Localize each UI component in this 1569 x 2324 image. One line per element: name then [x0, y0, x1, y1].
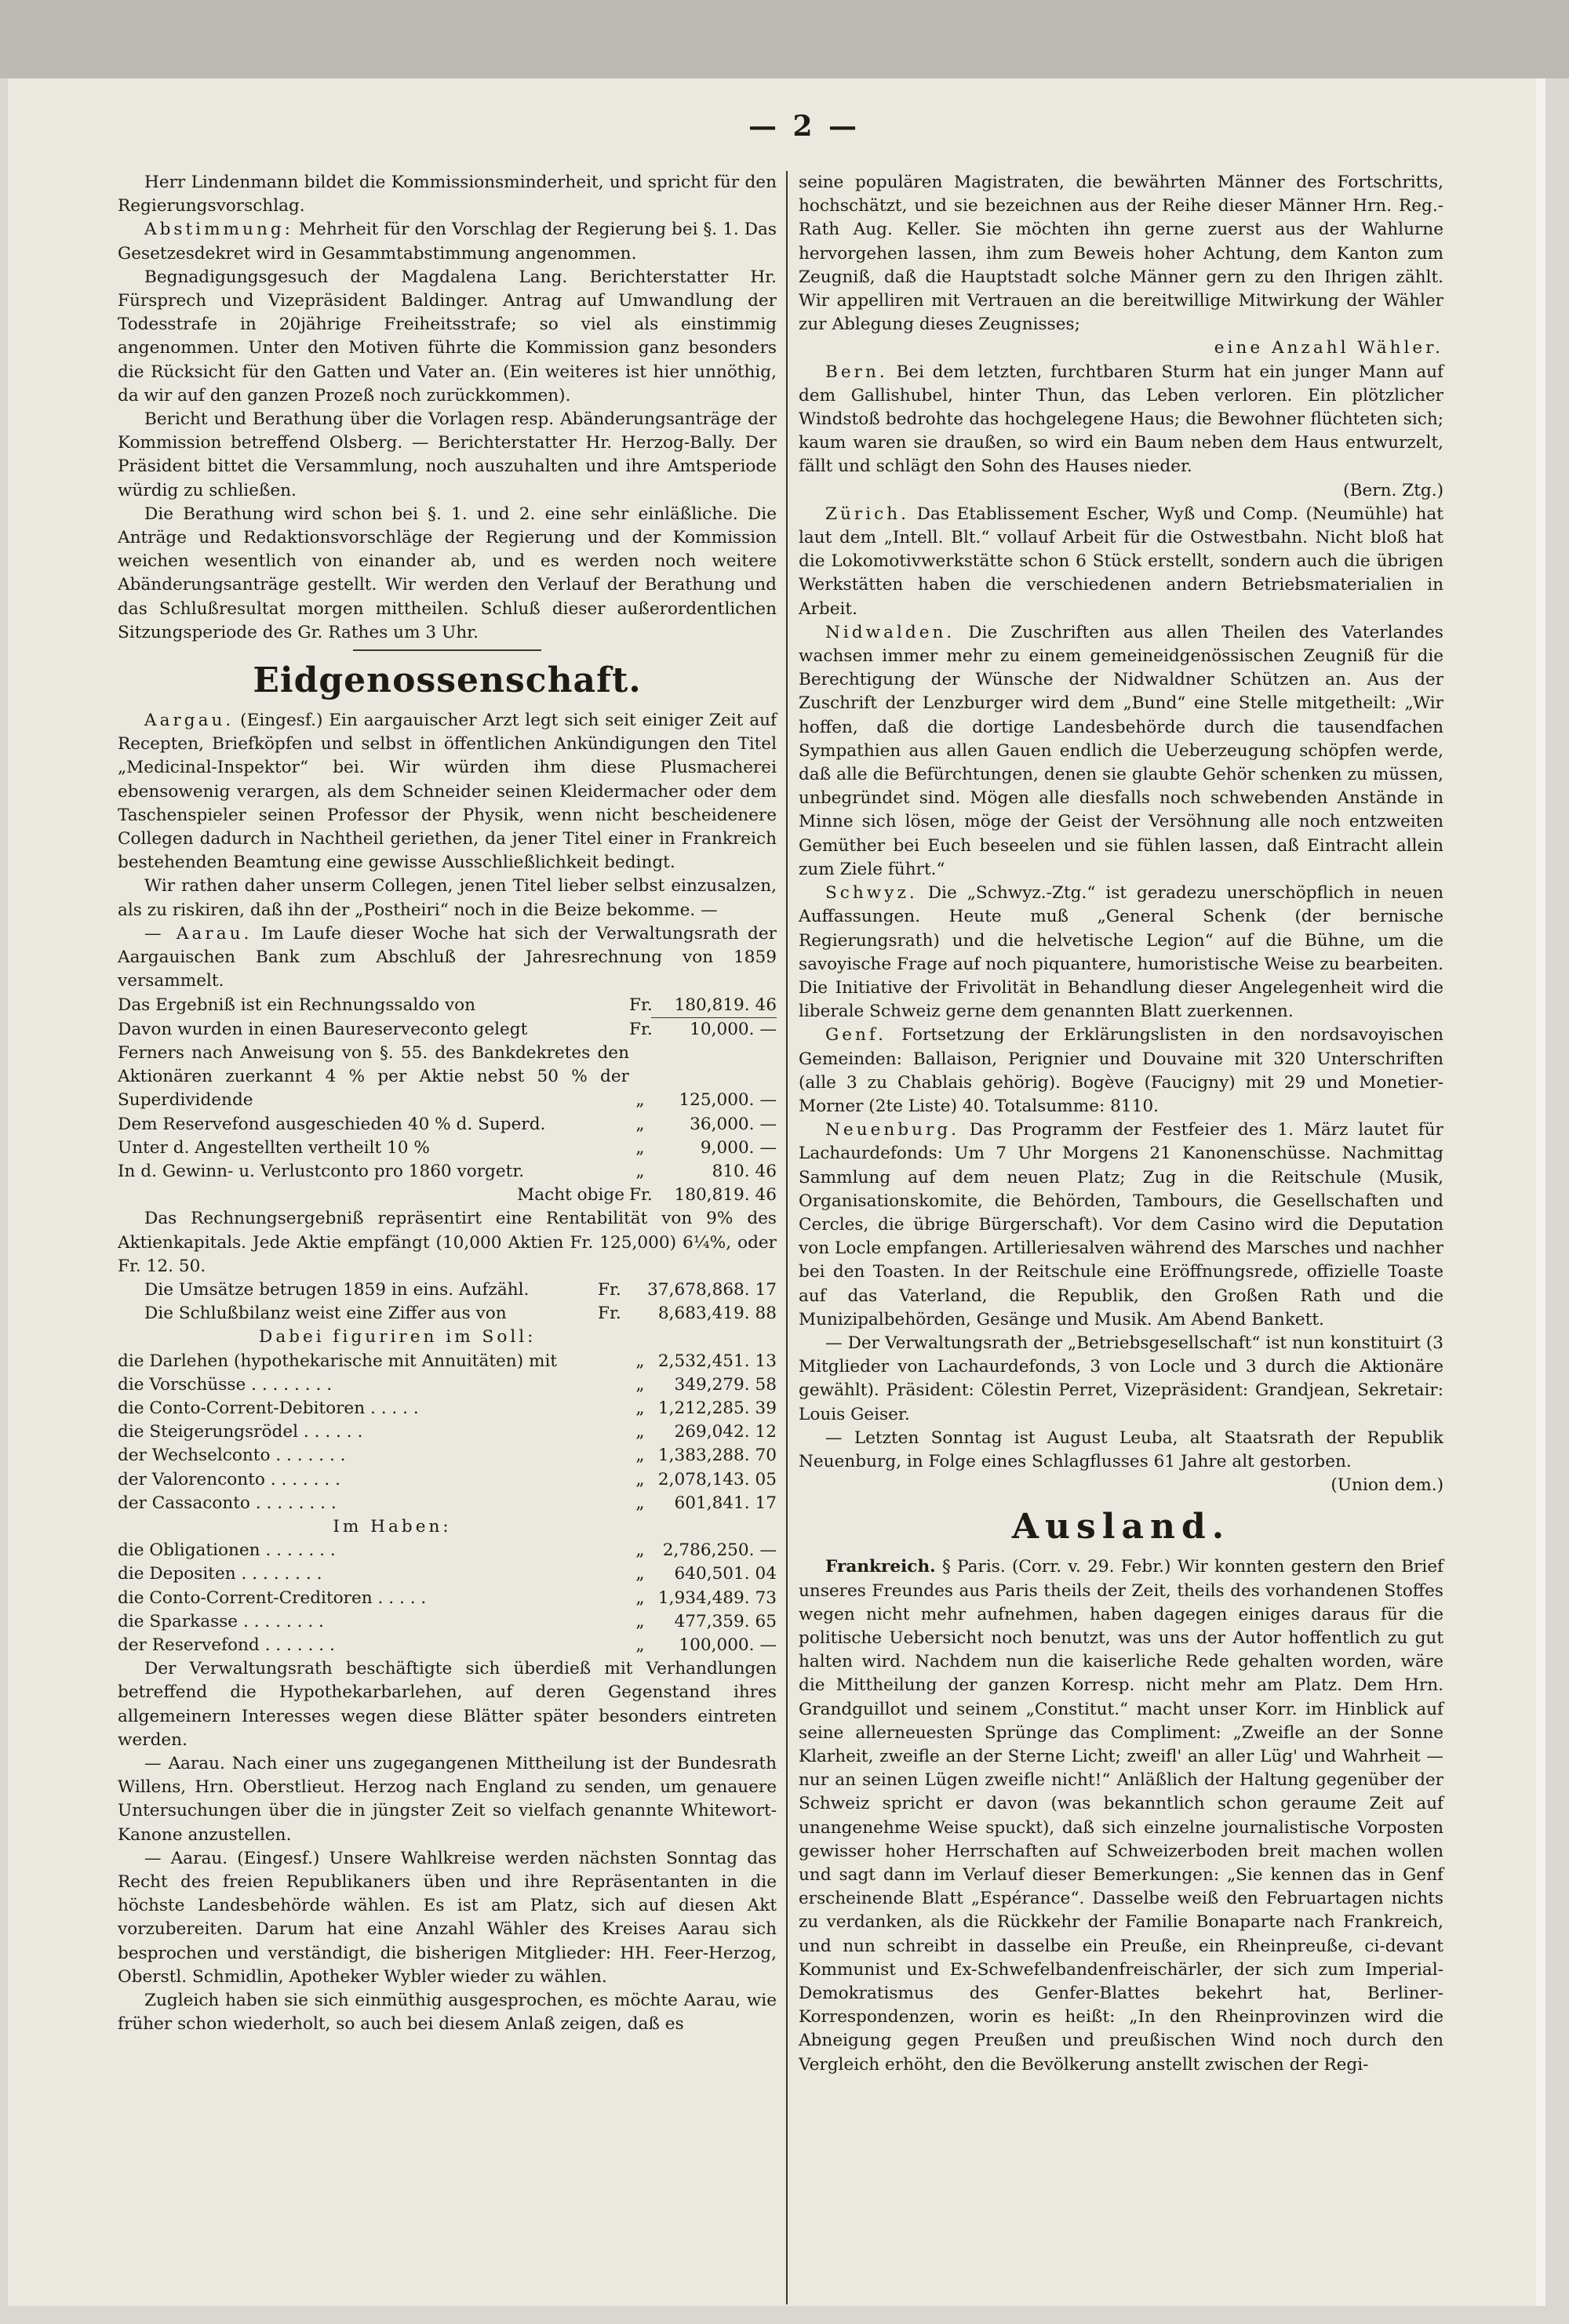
finance-row-amount: 36,000. — — [690, 1114, 777, 1134]
text-nidwalden: Die Zuschriften aus allen Theilen des Vaterlandes wachsen immer mehr zu einem gemeineidgenössischen Zeugniß für die Berechtigung der Wünsche der Nidwaldner Schützen an. Aus der Zuschrift der Lenzburger wird dem „Bund“ eine Stelle mitgetheilt: „Wir hoffen, daß die dortige Landesbehörde durch die tausendfachen Sympathien aus allen Gauen endlich die Ueberzeugung schöpfen werde, daß alle die Befürchtungen, denen sie glaubte Gehör schenken zu müssen, unbegründet sind. Mögen alle diesfalls noch schwebenden Anstände in Minne sich lösen, möge der Geist der Versöhnung alle noch entzweiten Gemüther bei Euch beseelen und sie fühlen lassen, daß Eintracht allein zum Ziele führt.“ — [799, 622, 1444, 879]
finance-total-currency: Fr. — [629, 1185, 653, 1206]
soll-row-label: der Cassaconto . . . . . . . . — [118, 1493, 337, 1513]
bilanz-label: Die Schlußbilanz weist eine Ziffer aus von — [144, 1304, 507, 1324]
text-zuerich: Das Etablissement Escher, Wyß und Comp. (Neumühle) hat laut dem „Intell. Blt.“ vollauf Arbeit für die Ostwestbahn. Nicht bloß hat die Lokomotivwerkstätte schon 6 Stück erstellt, sondern auch die übrigen Werkstätten haben die verschiedenen andern Betriebsmaterialien in Arbeit. — [799, 504, 1443, 619]
finance-row-umsaetze — [118, 1278, 777, 1302]
soll-row-amount: 2,532,451. 13 — [657, 1351, 777, 1371]
finance-row-currency: Fr. — [629, 1019, 653, 1039]
paragraph-begnadigung — [118, 266, 777, 408]
label-begnadigung: Begnadigungsgesuch der Magdalena Lang. — [144, 267, 568, 287]
label-genf: Genf. — [825, 1025, 887, 1046]
haben-row-label: die Sparkasse . . . . . . . . — [118, 1611, 324, 1631]
page-number: — 2 — — [748, 110, 861, 143]
haben-row-currency: „ — [635, 1540, 645, 1561]
text-aarau-kanone: Nach einer uns zugegangenen Mittheilung ist der Bundesrath Willens, Hrn. Oberstlieut. Herzog nach England zu senden, um genauere Untersuchungen über die in jüngster Zeit so vielfach genannte Whitewort-Kanone anzustellen. — [118, 1754, 777, 1845]
paragraph-bern — [799, 361, 1443, 479]
soll-row-label: die Darlehen (hypothekarische mit Annuitäten) mit — [118, 1351, 558, 1371]
label-aarau-wahlen: — Aarau. — [144, 1848, 228, 1868]
soll-row-currency: „ — [635, 1398, 645, 1418]
label-schwyz: Schwyz. — [825, 883, 918, 904]
haben-row — [118, 1562, 777, 1586]
soll-row-currency: „ — [635, 1493, 645, 1513]
soll-row-label: der Valorenconto . . . . . . . — [118, 1469, 340, 1489]
dateline-paris: § Paris. (Corr. v. 29. Febr.) — [941, 1557, 1171, 1577]
finance-row-label: Unter d. Angestellten vertheilt 10 % — [118, 1137, 430, 1158]
paragraph-neuenburg — [799, 1118, 1443, 1332]
text-olsberg: — Berichterstatter Hr. Herzog-Bally. Der Präsident bittet die Versammlung, noch auszuhalten und ihre Amtsperiode würdig zu schließen. — [118, 433, 777, 500]
umsatz-label: Die Umsätze betrugen 1859 in eins. Aufzähl. — [144, 1279, 530, 1300]
finance-amount: 180,819. 46 — [651, 994, 777, 1018]
paragraph-aarau-kanone — [118, 1752, 777, 1847]
finance-row-label: Davon wurden in einen Baureserveconto gelegt — [118, 1019, 528, 1039]
paragraph-berathung: Die Berathung wird schon bei §. 1. und 2. eine sehr einläßliche. Die Anträge und Redaktionsvorschläge der Regierung und der Kommission weichen wesentlich von einander ab, und es werden noch weitere Abänderungsanträge gestellt. Wir werden den Verlauf der Berathung und das Schlußresultat morgen mittheilen. Schluß dieser außerordentlichen Sitzungsperiode des Gr. Rathes um 3 Uhr. — [118, 504, 777, 642]
paragraph-frankreich — [799, 1555, 1443, 2076]
umsatz-amount: 37,678,868. 17 — [647, 1279, 777, 1300]
source-union: (Union dem.) — [1331, 1475, 1443, 1496]
soll-row — [118, 1350, 777, 1373]
paragraph-aarau-wahlen — [118, 1847, 777, 1989]
label-frankreich: Frankreich. — [825, 1557, 936, 1577]
soll-row-label: die Conto-Corrent-Debitoren . . . . . — [118, 1398, 419, 1418]
source-bern: (Bern. Ztg.) — [1343, 480, 1443, 500]
text-neuenburg: Das Programm der Festfeier des 1. März lautet für Lachaurdefonds: Um 7 Uhr Morgens 21 Kanonenschüsse. Nachmittag Sammlung auf dem neuen Platz; Zug in die Reitschule (Musik, Organisationskomite, die Behörden, Tambours, die Gesellschaften und Cercles, die übrige Bürgerschaft). Vor dem Casino wird die Deputation von Locle empfangen. Artilleriesalven während des Marsches und nachher bei den Toasten. In der Reitschule eine Eröffnungsrede, offizielle Toaste auf das Vaterland, die Republik, den Großen Rath und die Munizipalbehörden, Gesänge und Musik. Am Abend Bankett. — [799, 1120, 1443, 1329]
haben-row-currency: „ — [635, 1564, 645, 1584]
label-abstimmung: Abstimmung: — [144, 220, 293, 240]
finance-total-amount: 180,819. 46 — [674, 1185, 777, 1206]
paragraph-aarau-zugleich: Zugleich haben sie sich einmüthig ausgesprochen, es möchte Aarau, wie früher schon wiederholt, so auch bei diesem Anlaß zeigen, daß es — [118, 1991, 777, 2035]
finance-row — [118, 1018, 777, 1042]
left-column — [118, 171, 777, 2275]
finance-label: Das Ergebniß ist ein Rechnungssaldo von — [118, 995, 476, 1015]
page-edge — [1536, 78, 1545, 2306]
haben-row-label: der Reservefond . . . . . . . — [118, 1635, 335, 1655]
scan-background — [0, 0, 1569, 78]
finance-row-ergebnis — [118, 994, 777, 1018]
haben-row — [118, 1634, 777, 1657]
soll-row-label: der Wechselconto . . . . . . . — [118, 1446, 346, 1466]
haben-row-label: die Depositen . . . . . . . . — [118, 1564, 322, 1584]
haben-row-label: die Conto-Corrent-Creditoren . . . . . — [118, 1588, 427, 1608]
haben-row-label: die Obligationen . . . . . . . — [118, 1540, 336, 1561]
soll-row — [118, 1492, 777, 1515]
finance-row-amount: 10,000. — — [690, 1019, 777, 1039]
paragraph-waehler: seine populären Magistraten, die bewährten Männer des Fortschritts, hochschätzt, und sie bezeichnen aus der Reihe dieser Männer Hrn. Reg.-Rath Aug. Keller. Sie möchten ihn gerne zuerst aus der Wahlurne hervorgehen lassen, ihm zum Beweis hoher Achtung, dem Kanton zum Zeugniß, daß die Hauptstadt solche Männer gern zu den Ihrigen zählt. Wir appelliren mit Vertrauen an die bereitwillige Mitwirkung der Wähler zur Ablegung dieses Zeugnisses; — [799, 173, 1443, 335]
label-bern: Bern. — [825, 362, 888, 382]
bilanz-currency: Fr. — [598, 1304, 621, 1324]
soll-row — [118, 1420, 777, 1444]
paragraph-rentabilitaet: Das Rechnungsergebniß repräsentirt eine Rentabilität von 9% des Aktienkapitals. Jede Aktie empfängt (10,000 Aktien Fr. 125,000) 6¼%, oder Fr. 12. 50. — [118, 1209, 777, 1276]
finance-row — [118, 1042, 777, 1113]
finance-row-currency: „ — [635, 1090, 645, 1111]
soll-row-currency: „ — [635, 1422, 645, 1442]
section-heading-ausland: Ausland. — [1011, 1507, 1231, 1548]
text-aargau-arzt: (Eingesf.) Ein aargauischer Arzt legt sich seit einiger Zeit auf Recepten, Briefköpfen und selbst in öffentlichen Ankündigungen den Titel „Medicinal-Inspektor“ bei. Wir würden ihm diese Plusmacherei ebensowenig verargen, als dem Schneider seinen Kleidermacher oder dem Taschenspieler seinen Professor der Physik, wenn nicht bescheidenere Collegen dadurch in Nachtheil geriethen, da jener Titel einer in Frankreich bestehenden Beamtung eine gewisse Ausschließlichkeit bedingt. — [118, 711, 777, 873]
finance-distribution-list — [118, 1018, 777, 1184]
finance-row-schlussbilanz — [118, 1302, 777, 1326]
finance-row-currency: „ — [635, 1137, 645, 1158]
paragraph-schwyz — [799, 882, 1443, 1024]
section-heading-eidgenossenschaft: Eidgenossenschaft. — [253, 660, 642, 701]
label-nidwalden: Nidwalden. — [825, 622, 956, 642]
umsatz-currency: Fr. — [598, 1279, 621, 1300]
paragraph-olsberg — [118, 408, 777, 503]
haben-row-amount: 1,934,489. 73 — [657, 1588, 777, 1608]
soll-row-currency: „ — [635, 1351, 645, 1371]
text-bern: Bei dem letzten, furchtbaren Sturm hat ein junger Mann auf dem Gallishubel, hinter Thun, das Leben verloren. Ein plötzlicher Windstoß bedrohte das hochgelegene Haus; die Bewohner flüchteten sich; kaum waren sie draußen, so wird ein Baum neben dem Haus entwurzelt, fällt und schlägt den Sohn des Hauses nieder. — [799, 362, 1443, 477]
label-aarau-kanone: — Aarau. — [144, 1754, 225, 1773]
haben-row-currency: „ — [635, 1635, 645, 1655]
finance-row — [118, 1113, 777, 1137]
text-frankreich: Wir konnten gestern den Brief unseres Freundes aus Paris theils der Zeit, theils des vorhandenen Stoffes wegen nicht mehr aufnehmen, haben dagegen einiges daraus für die politische Uebersicht noch benutzt, was uns der Autor hoffentlich zu gut halten wird. Nachdem nun die kaiserliche Rede gehalten worden, wäre die Mittheilung der ganzen Korresp. nicht mehr am Platz. Dem Hrn. Grandguillot und seinem „Constitut.“ macht unser Korr. im Hinblick auf seine allerneuesten Sprünge das Compliment: „Zweifle an der Sonne Klarheit, zweifle an der Sterne Licht; zweifl' an aller Lüg' und Wahrheit — nur an seinen Lügen zweifle nicht!“ Anläßlich der Haltung gegenüber der Schweiz spricht er davon (was bekanntlich schon geraume Zeit auf unangenehme Weise spuckt), daß sich einzelne journalistische Vorposten gewisser hoher Herrschaften auf Schweizerboden breit machen wollen und sagt dann im Verlauf dieser Bemerkungen: „Sie kennen das in Genf erscheinende Blatt „Espérance“. Dasselbe weiß den Februartagen nichts zu verdanken, als die Rückkehr der Familie Bonaparte nach Frankreich, und nun schreibt in dasselbe ein Preuße, ein Rheinpreuße, ci-devant Kommunist und Ex-Schwefelbandenfreischärler, der sich zum Imperial-Demokratismus des Genfer-Blattes bekehrt hat, Berliner-Korrespondenzen, worin es heißt: „In den Rheinprovinzen wird die Abneigung gegen Preußen und preußischen Wind noch durch den Vergleich erhöht, den die Bevölkerung anstellt zwischen der Regi- — [799, 1557, 1444, 2075]
finance-row-currency: „ — [635, 1161, 645, 1181]
haben-row-currency: „ — [635, 1588, 645, 1608]
soll-row-currency: „ — [635, 1374, 645, 1395]
finance-row-amount: 9,000. — — [700, 1137, 777, 1158]
label-aarau-bank: — Aarau. — [144, 923, 253, 944]
soll-row-amount: 349,279. 58 — [674, 1374, 777, 1395]
haben-heading: Im Haben: — [333, 1516, 452, 1537]
haben-row — [118, 1610, 777, 1634]
paragraph-abstimmung — [118, 218, 777, 265]
soll-row — [118, 1444, 777, 1468]
text-aarau-wahlen: (Eingesf.) Unsere Wahlkreise werden nächsten Sonntag das Recht des freien Republikaners üben und ihre Repräsentanten in die höchste Landesbehörde wählen. Es ist am Platz, sich auf diesen Akt vorzubereiten. Darum hat eine Anzahl Wähler des Kreises Aarau sich besprochen und verständigt, die bisherigen Mitglieder: HH. Feer-Herzog, Oberstl. Schmidlin, Apotheker Wybler wieder zu wählen. — [118, 1848, 777, 1987]
finance-row — [118, 1160, 777, 1184]
paragraph-genf — [799, 1024, 1443, 1118]
paragraph-aargau-arzt — [118, 709, 777, 875]
soll-row-currency: „ — [635, 1469, 645, 1489]
soll-row-amount: 269,042. 12 — [674, 1422, 777, 1442]
haben-list — [118, 1539, 777, 1657]
soll-row-amount: 1,383,288. 70 — [657, 1446, 777, 1466]
paragraph-zuerich — [799, 503, 1443, 621]
finance-row-label: Ferners nach Anweisung von §. 55. des Bankdekretes den Aktionären zuerkannt 4 % per Aktie nebst 50 % der Superdividende — [118, 1042, 629, 1111]
haben-row — [118, 1587, 777, 1610]
soll-row — [118, 1468, 777, 1492]
finance-row-amount: 810. 46 — [712, 1161, 777, 1181]
paragraph-lindenmann: Herr Lindenmann bildet die Kommissionsminderheit, und spricht für den Regierungsvorschlag. — [118, 173, 777, 216]
label-olsberg: Bericht und Berathung über die Vorlagen resp. Abänderungsanträge der Kommission betreffend Olsberg. — [118, 409, 777, 453]
paragraph-verwaltungsrath: Der Verwaltungsrath beschäftigte sich überdieß mit Verhandlungen betreffend die Hypothekarbarlehen, auf deren Gegenstand ihres allgemeinern Interesses wegen diese Blätter später besonders eintreten werden. — [118, 1659, 777, 1750]
paragraph-aargau-bank — [118, 922, 777, 994]
haben-row-amount: 2,786,250. — — [662, 1540, 777, 1561]
finance-row-label: Dem Reservefond ausgeschieden 40 % d. Superd. — [118, 1114, 546, 1134]
paragraph-leuba: — Letzten Sonntag ist August Leuba, alt Staatsrath der Republik Neuenburg, in Folge eines Schlagflusses 61 Jahre alt gestorben. — [799, 1427, 1443, 1471]
haben-row-amount: 477,359. 65 — [674, 1611, 777, 1631]
paragraph-nidwalden — [799, 621, 1443, 882]
haben-row-amount: 100,000. — — [679, 1635, 777, 1655]
text-begnadigung: Berichterstatter Hr. Fürsprech und Vizepräsident Baldinger. Antrag auf Umwandlung der Todesstrafe in 20jährige Freiheitsstrafe; so viel als einstimmig angenommen. Unter den Motiven führte die Kommission ganz besonders die Rücksicht für den Gatten und Vater an. (Ein weiteres ist hier unnöthig, da wir auf den ganzen Prozeß noch zurückkommen). — [118, 267, 777, 406]
finance-row-total — [118, 1184, 777, 1207]
finance-row-amount: 125,000. — — [679, 1090, 777, 1111]
label-zuerich: Zürich. — [825, 504, 910, 524]
text-genf: Fortsetzung der Erklärungslisten in den nordsavoyischen Gemeinden: Ballaison, Perignier und Douvaine mit 320 Unterschriften (alle 3 zu Chablais gehörig). Bogève (Faucigny) mit 29 und Monetier-Morner (2te Liste) 40. Totalsumme: 8110. — [799, 1025, 1443, 1116]
soll-row-amount: 601,841. 17 — [674, 1493, 777, 1513]
finance-currency: Fr. — [629, 995, 653, 1015]
section-rule — [353, 649, 541, 651]
text-aarau-bank: Im Laufe dieser Woche hat sich der Verwaltungsrath der Aargauischen Bank zum Abschluß der Jahresrechnung von 1859 versammelt. — [118, 923, 777, 991]
soll-heading: Dabei figuriren im Soll: — [259, 1327, 537, 1347]
haben-row-currency: „ — [635, 1611, 645, 1631]
soll-list — [118, 1350, 777, 1515]
haben-row — [118, 1539, 777, 1562]
soll-row-amount: 1,212,285. 39 — [657, 1398, 777, 1418]
haben-row-amount: 640,501. 04 — [674, 1564, 777, 1584]
finance-total-label: Macht obige — [517, 1185, 624, 1206]
soll-row-label: die Steigerungsrödel . . . . . . — [118, 1422, 363, 1442]
paragraph-betriebsgesellschaft: — Der Verwaltungsrath der „Betriebsgesellschaft“ ist nun konstituirt (3 Mitglieder von Lachaurdefonds, 3 von Locle und 3 durch die Aktionäre gewählt). Präsident: Cölestin Perret, Vizepräsident: Grandjean, Sekretair: Louis Geiser. — [799, 1333, 1443, 1424]
finance-row-currency: „ — [635, 1114, 645, 1134]
paragraph-aargau-titel: Wir rathen daher unserm Collegen, jenen Titel lieber selbst einzusalzen, als zu riskiren, daß ihn der „Postheiri“ noch in die Beize bekomme. — — [118, 876, 777, 920]
soll-row — [118, 1373, 777, 1397]
column-divider — [786, 171, 788, 2304]
soll-row-currency: „ — [635, 1446, 645, 1466]
label-aargau: Aargau. — [144, 711, 235, 731]
signature-waehler: eine Anzahl Wähler. — [1214, 338, 1443, 358]
soll-row-label: die Vorschüsse . . . . . . . . — [118, 1374, 333, 1395]
soll-row-amount: 2,078,143. 05 — [657, 1469, 777, 1489]
text-schwyz: Die „Schwyz.-Ztg.“ ist geradezu unerschöpflich in neuen Auffassungen. Heute muß „General Schenk (der bernische Regierungsrath) und die helvetische Legion“ auf die Bühne, um die savoyische Frage auf noch piquantere, humoristische Weise zu bearbeiten. Die Initiative der Frivolität in Behandlung dieser Angelegenheit wird die liberale Schweiz gerne dem genannten Blatt zuerkennen. — [799, 883, 1444, 1022]
finance-row-label: In d. Gewinn- u. Verlustconto pro 1860 vorgetr. — [118, 1161, 525, 1181]
label-neuenburg: Neuenburg. — [825, 1120, 960, 1140]
bilanz-amount: 8,683,419. 88 — [657, 1304, 777, 1324]
finance-row — [118, 1137, 777, 1160]
soll-row — [118, 1397, 777, 1420]
newspaper-page — [8, 78, 1536, 2306]
right-column — [799, 171, 1443, 2275]
text-abstimmung: Mehrheit für den Vorschlag der Regierung bei §. 1. Das Gesetzesdekret wird in Gesammtabstimmung angenommen. — [118, 220, 777, 264]
